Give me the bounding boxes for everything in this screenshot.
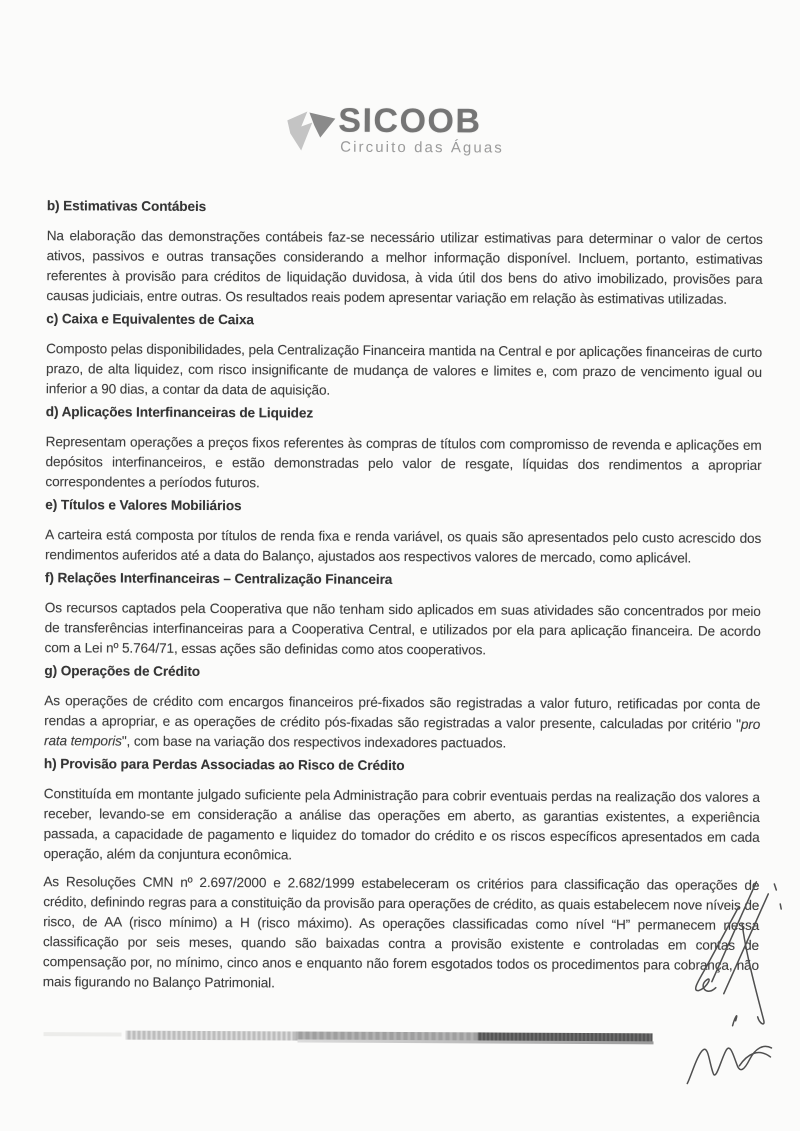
paragraph-run: ", com base na variação dos respectivos indexadores pactuados. <box>121 733 507 751</box>
paragraph-run-italic: pro rata temporis <box>44 716 761 749</box>
section-heading: d) Aplicações Interfinanceiras de Liquidez <box>45 404 314 421</box>
paragraph: Representam operações a preços fixos referentes às compras de títulos com compromisso de revenda e aplicações em depósitos interfinanceiros, e estão demonstradas pelo valor de resgate, líquidas dos rendimentos a apropriar correspondentes a períodos futuros. <box>45 434 762 491</box>
handwritten-scribble <box>683 1031 775 1093</box>
logo-text <box>338 103 504 157</box>
section-heading: h) Provisão para Perdas Associadas ao Risco de Crédito <box>43 756 405 774</box>
section-relacoes-interfinanceiras <box>45 570 761 662</box>
sicoob-logo-mark-icon <box>286 109 336 160</box>
document-content <box>43 198 763 1001</box>
paragraph: A carteira está composta por títulos de renda fixa e renda variável, os quais são apresentados pelo custo acrescido dos rendimentos auferidos até a data do Balanço, ajustados aos respectivos valores de mercado, como aplicável. <box>45 527 762 566</box>
section-operacoes-de-credito <box>44 663 760 755</box>
paragraph: Na elaboração das demonstrações contábeis faz-se necessário utilizar estimativas para determinar o valor de certos ativos, passivos e outras transações considerando a melhor informação disponível. Incluem, portanto, estimativas referentes à provisão para créditos de liquidação duvidosa, à vida útil dos bens do ativo imobilizado, provisões para causas judiciais, entre outras. Os resultados reais podem apresentar variação em relação às estimativas utilizadas. <box>46 228 763 307</box>
section-heading: b) Estimativas Contábeis <box>46 198 207 214</box>
paragraph: Constituída em montante julgado suficiente pela Administração para cobrir eventuais perdas na realização dos valores a receber, levando-se em consideração a análise das operações em aberto, as garantias existentes, a experiência passada, a capacidade de pagamento e liquidez do tomador do crédito e os riscos específicos apresentados em cada operação, além da conjuntura econômica. <box>43 786 760 863</box>
brand-name: SICOOB <box>338 101 482 141</box>
section-heading: e) Títulos e Valores Mobiliários <box>45 497 242 514</box>
scan-bar-faint-left <box>44 1032 122 1036</box>
section-heading: g) Operações de Crédito <box>44 663 201 679</box>
paragraph: As Resoluções CMN nº 2.697/2000 e 2.682/1999 estabeleceram os critérios para classificação das operações de crédito, definindo regras para a constituição da provisão para operações de crédito, as quais estabelecem nove níveis de risco, de AA (risco mínimo) a H (risco máximo). As operações classificadas como nível “H” permanecem nessa classificação por seis meses, quando são baixadas contra a provisão existente e controladas em contas de compensação por, no mínimo, cinco anos e enquanto não forem esgotados todos os procedimentos para cobrança, não mais figurando no Balanço Patrimonial. <box>42 874 760 991</box>
scan-bar-subband <box>298 1039 654 1044</box>
section-heading: f) Relações Interfinanceiras – Centralização Financeira <box>44 570 393 587</box>
scan-artifact-bar <box>126 1031 653 1043</box>
brand-subtitle: Circuito das Águas <box>340 138 504 157</box>
scan-bar-light-segment <box>126 1031 296 1041</box>
section-caixa-equivalentes <box>46 311 762 403</box>
section-titulos-valores-mobiliarios <box>45 497 761 569</box>
paragraph: Os recursos captados pela Cooperativa que não tenham sido aplicados em suas atividades são concentrados por meio de transferências interfinanceiras para a Cooperativa Central, e utilizados por ela para aplicação financeira. De acordo com a Lei nº 5.764/71, essas ações são definidas como atos cooperativos. <box>44 600 761 658</box>
handwritten-tick <box>728 1008 744 1030</box>
paragraph: Composto pelas disponibilidades, pela Centralização Financeira mantida na Central e por aplicações financeiras de curto prazo, de alta liquidez, com risco insignificante de mudança de valores e limites e, com prazo de vencimento igual ou inferior a 90 dias, a contar da data de aquisição. <box>45 341 763 398</box>
section-provisao-perdas <box>43 756 760 996</box>
paragraph <box>44 691 760 755</box>
section-heading: c) Caixa e Equivalentes de Caixa <box>46 311 254 328</box>
section-estimativas-contabeis <box>46 198 763 310</box>
section-aplicacoes-interfinanceiras <box>45 404 761 496</box>
paragraph-run: As operações de crédito com encargos financeiros pré-fixados são registradas a valor futuro, retificadas por conta de rendas a apropriar, e as operações de crédito pós-fixadas são registradas a valor presente, calculadas por critério " <box>44 693 761 732</box>
logo-header <box>286 102 504 161</box>
